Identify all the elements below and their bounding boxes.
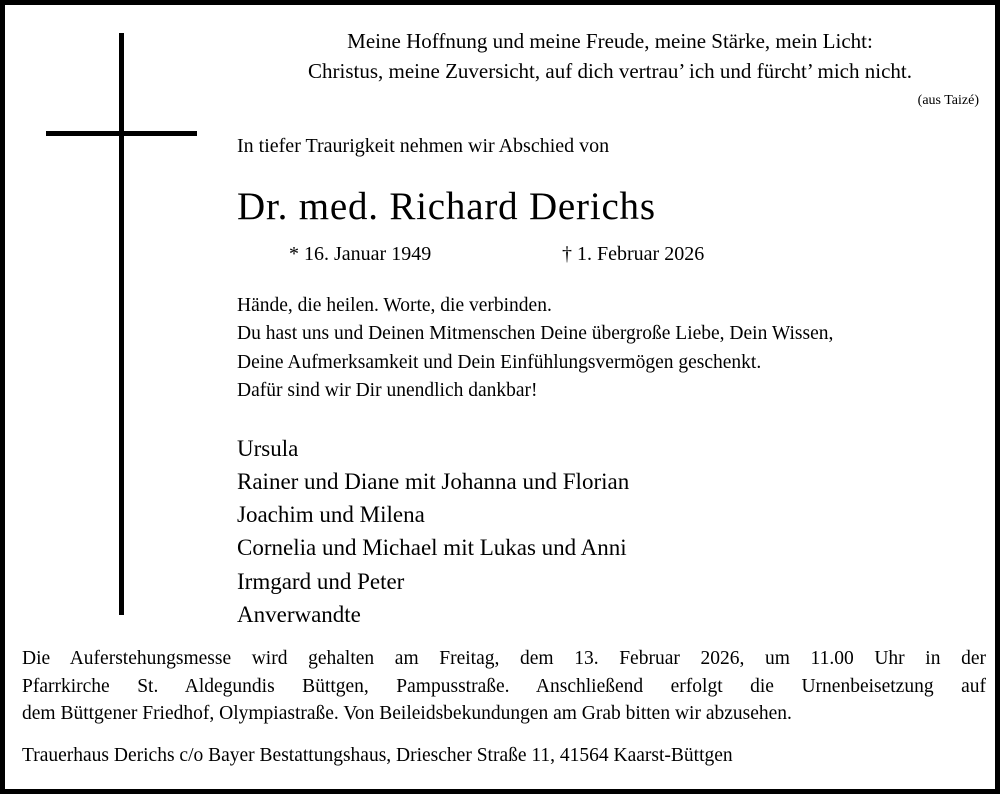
tribute-line-1: Hände, die heilen. Worte, die verbinden. xyxy=(237,294,552,316)
death-date: † 1. Februar 2026 xyxy=(562,242,705,265)
notice-content xyxy=(237,5,983,631)
cross-vertical-bar xyxy=(119,33,124,615)
memorial-verse xyxy=(237,5,983,111)
tribute-line-2: Du hast uns und Deinen Mitmenschen Deine übergroße Liebe, Dein Wissen, xyxy=(237,323,834,345)
service-line-2: Pfarrkirche St. Aldegundis Büttgen, Pampusstraße. Anschließend erfolgt die Urnenbeisetzung auf xyxy=(22,675,986,697)
family-line: Irmgard und Peter xyxy=(237,568,405,594)
cross-horizontal-bar xyxy=(46,131,197,136)
intro-text: In tiefer Traurigkeit nehmen wir Abschied von xyxy=(237,134,610,157)
tribute-line-4: Dafür sind wir Dir unendlich dankbar! xyxy=(237,380,538,402)
family-line: Rainer und Diane mit Johanna und Florian xyxy=(237,469,630,495)
verse-line-1: Meine Hoffnung und meine Freude, meine Stärke, mein Licht: xyxy=(347,29,873,53)
family-line: Ursula xyxy=(237,436,299,462)
family-line: Cornelia und Michael mit Lukas und Anni xyxy=(237,535,627,561)
family-line: Anverwandte xyxy=(237,601,361,627)
family-line: Joachim und Milena xyxy=(237,502,425,528)
deceased-name: Dr. med. Richard Derichs xyxy=(237,184,656,228)
verse-attribution: (aus Taizé) xyxy=(917,92,979,108)
life-dates xyxy=(237,229,983,266)
christian-cross-icon xyxy=(5,5,235,625)
service-line-1: Die Auferstehungsmesse wird gehalten am Freitag, dem 13. Februar 2026, um 11.00 Uhr in der xyxy=(22,648,986,669)
bereaved-family-list xyxy=(237,406,983,631)
tribute-line-3: Deine Aufmerksamkeit und Dein Einfühlungsvermögen geschenkt. xyxy=(237,351,762,373)
funeral-service-details xyxy=(22,645,986,728)
verse-line-2: Christus, meine Zuversicht, auf dich vertrau’ ich und fürcht’ mich nicht. xyxy=(308,58,912,83)
mourning-house-address: Trauerhaus Derichs c/o Bayer Bestattungshaus, Driescher Straße 11, 41564 Kaarst-Büttgen xyxy=(22,745,733,766)
tribute-text xyxy=(237,266,983,407)
birth-date: * 16. Januar 1949 xyxy=(289,242,432,265)
service-line-3: dem Büttgener Friedhof, Olympiastraße. Von Beileidsbekundungen am Grab bitten wir abzusehen. xyxy=(22,703,792,725)
